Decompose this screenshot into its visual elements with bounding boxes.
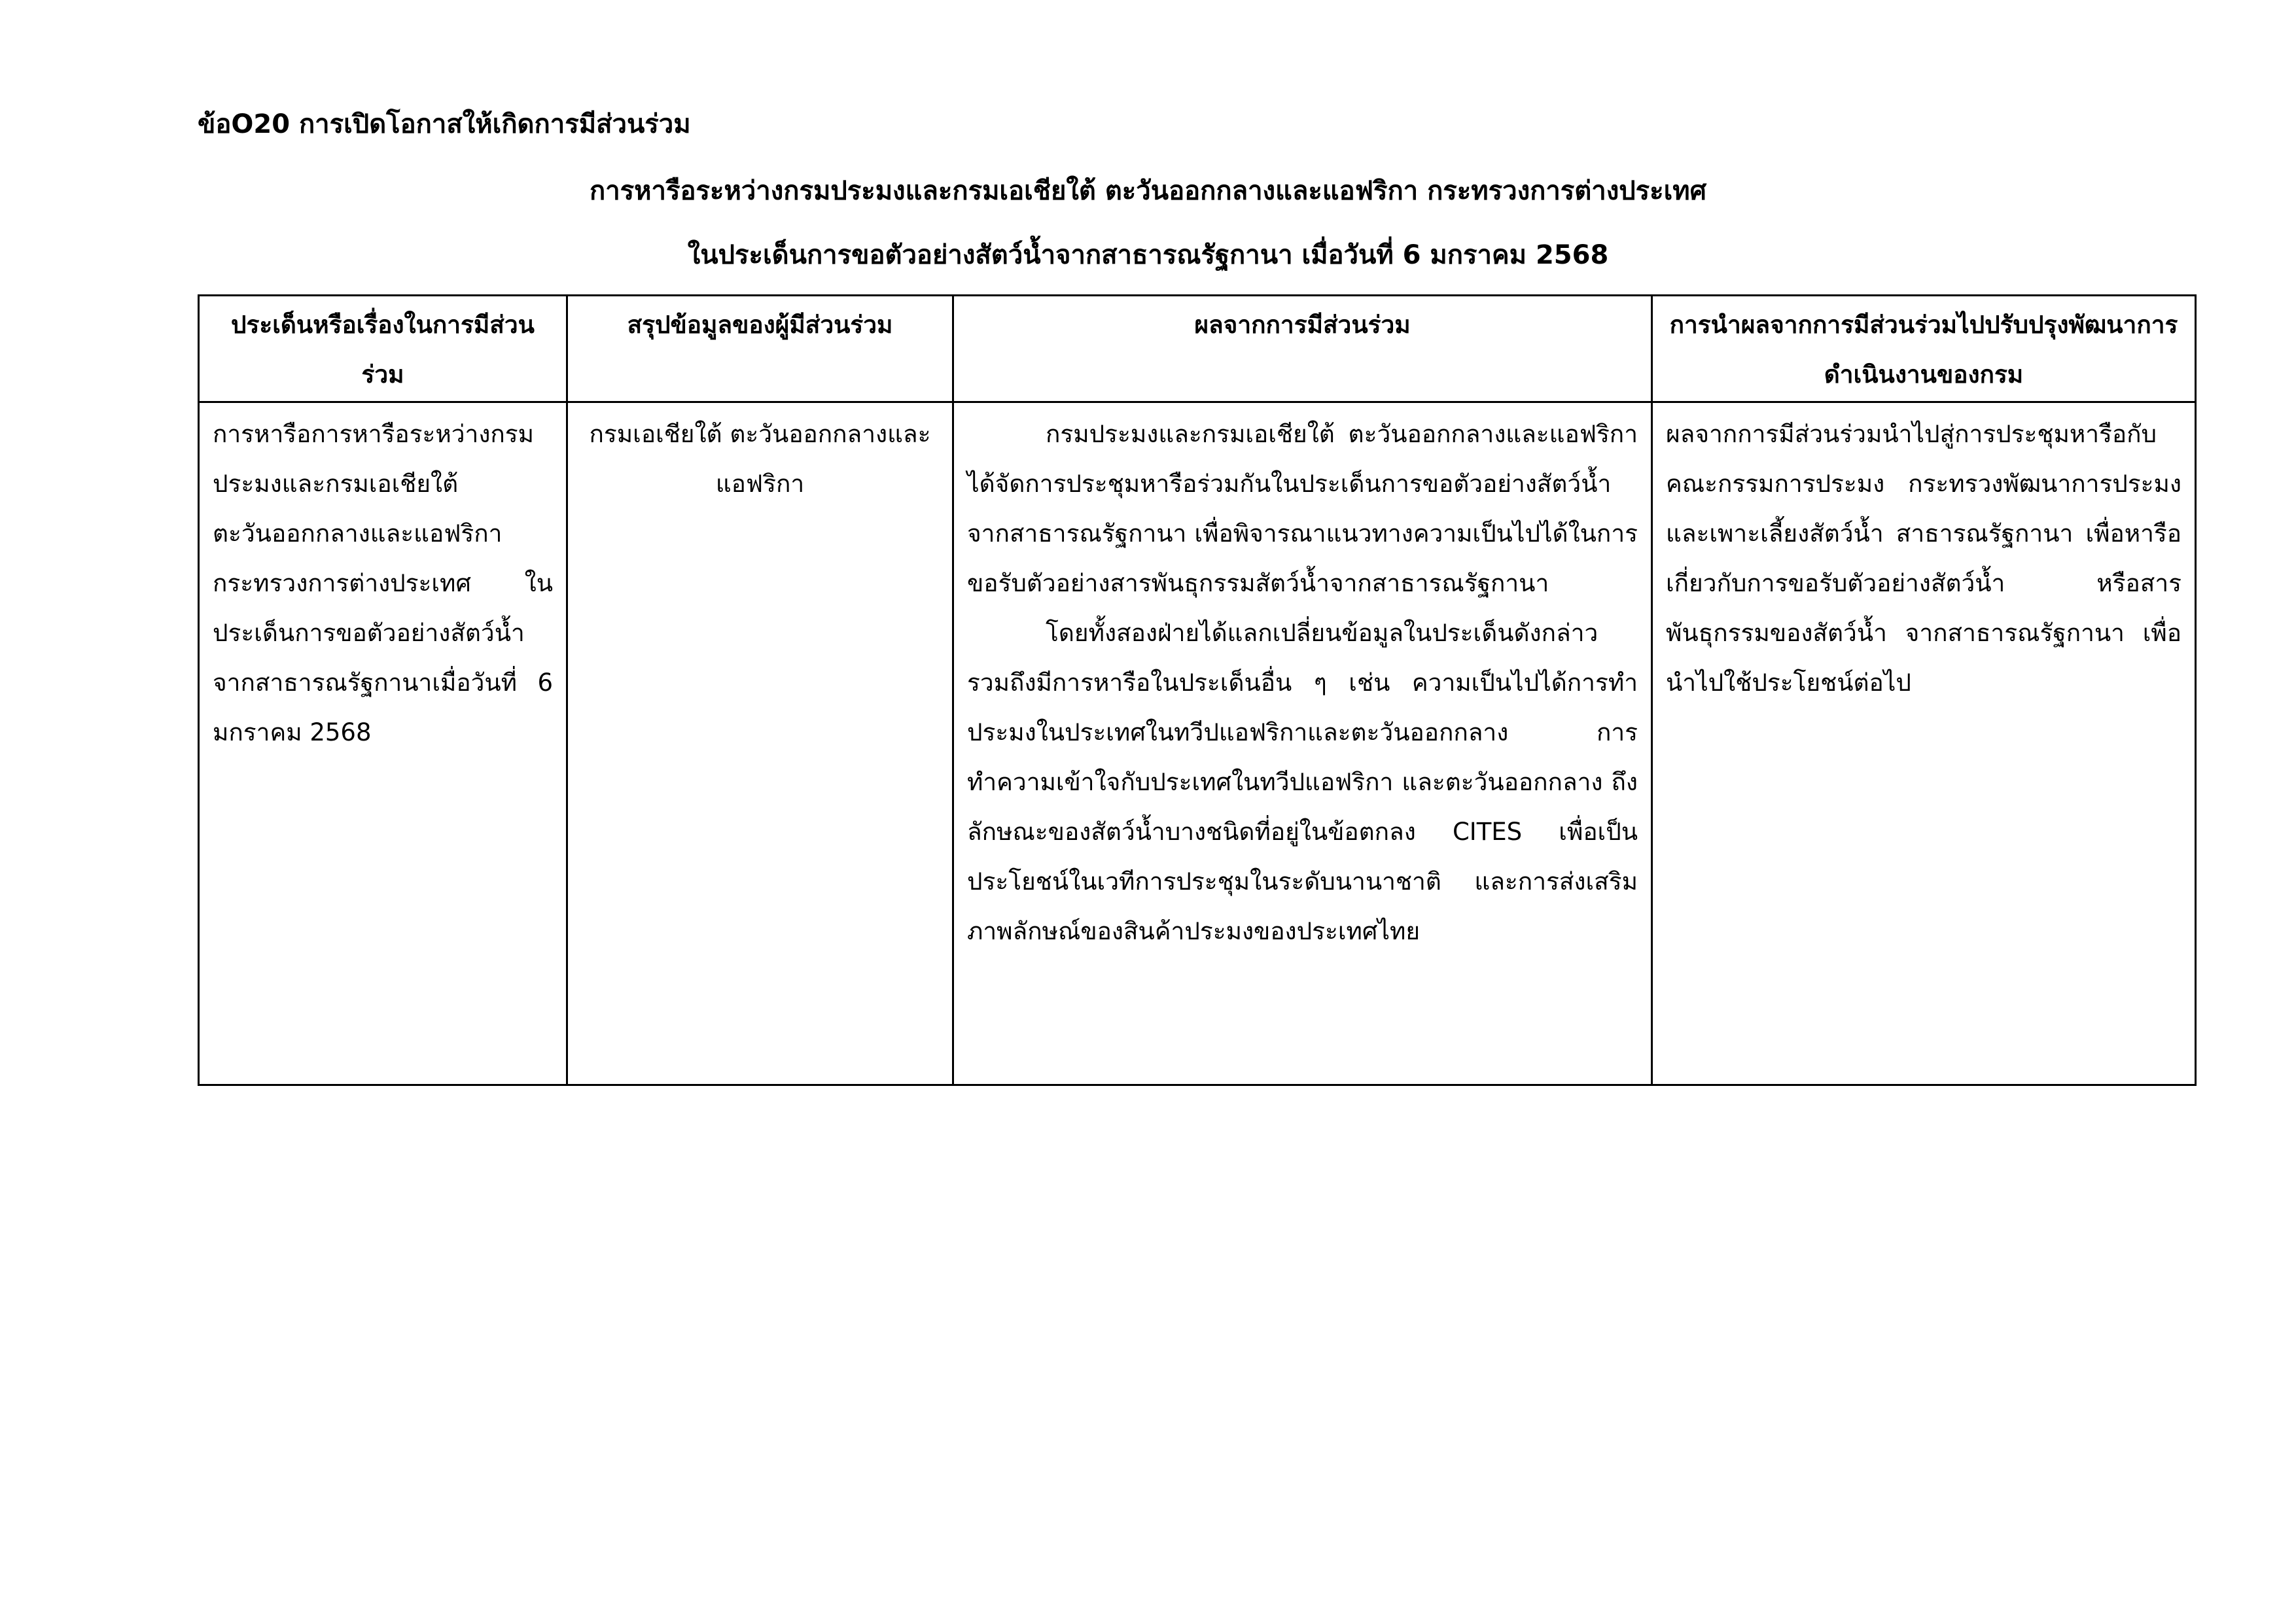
header-topic: ประเด็นหรือเรื่องในการมีส่วนร่วม <box>199 296 567 402</box>
cell-participant-summary: กรมเอเชียใต้ ตะวันออกกลางและแอฟริกา <box>567 402 953 1085</box>
table-row <box>199 402 2196 1085</box>
header-result: ผลจากการมีส่วนร่วม <box>953 296 1652 402</box>
cell-improvement: ผลจากการมีส่วนร่วมนำไปสู่การประชุมหารือกับคณะกรรมการประมง กระทรวงพัฒนาการประมงและเพาะเลี้ยงสัตว์น้ำ สาธารณรัฐกานา เพื่อหารือเกี่ยวกับการขอรับตัวอย่างสัตว์น้ำ หรือสารพันธุกรรมของสัตว์น้ำ จากสาธารณรัฐกานา เพื่อนำไปใช้ประโยชน์ต่อไป <box>1652 402 2196 1085</box>
header-participant-summary: สรุปข้อมูลของผู้มีส่วนร่วม <box>567 296 953 402</box>
participation-table <box>198 294 2197 1086</box>
section-label: ข้อO20 การเปิดโอกาสให้เกิดการมีส่วนร่วม <box>198 109 691 139</box>
result-paragraph-2: โดยทั้งสองฝ่ายได้แลกเปลี่ยนข้อมูลในประเด็นดังกล่าว รวมถึงมีการหารือในประเด็นอื่น ๆ เช่น ความเป็นไปได้การทำประมงในประเทศในทวีปแอฟริกาและตะวันออกกลาง การทำความเข้าใจกับประเทศในทวีปแอฟริกา และตะวันออกกลาง ถึงลักษณะของสัตว์น้ำบางชนิดที่อยู่ในข้อตกลง CITES เพื่อเป็นประโยชน์ในเวทีการประชุมในระดับนานาชาติ และการส่งเสริมภาพลักษณ์ของสินค้าประมงของประเทศไทย <box>967 619 1638 945</box>
result-paragraph-1: กรมประมงและกรมเอเชียใต้ ตะวันออกกลางและแอฟริกาได้จัดการประชุมหารือร่วมกันในประเด็นการขอตัวอย่างสัตว์น้ำจากสาธารณรัฐกานา เพื่อพิจารณาแนวทางความเป็นไปได้ในการขอรับตัวอย่างสารพันธุกรรมสัตว์น้ำจากสาธารณรัฐกานา <box>967 420 1638 597</box>
cell-topic: การหารือการหารือระหว่างกรมประมงและกรมเอเชียใต้ตะวันออกกลางและแอฟริกากระทรวงการต่างประเทศ ในประเด็นการขอตัวอย่างสัตว์น้ำจากสาธารณรัฐกานาเมื่อวันที่ 6 มกราคม 2568 <box>199 402 567 1085</box>
table-header-row <box>199 296 2196 402</box>
document-title-line-2: ในประเด็นการขอตัวอย่างสัตว์น้ำจากสาธารณรัฐกานา เมื่อวันที่ 6 มกราคม 2568 <box>687 240 1609 270</box>
cell-result <box>953 402 1652 1085</box>
header-improvement: การนำผลจากการมีส่วนร่วมไปปรับปรุงพัฒนาการดำเนินงานของกรม <box>1652 296 2196 402</box>
document-title-line-1: การหารือระหว่างกรมประมงและกรมเอเชียใต้ ตะวันออกกลางและแอฟริกา กระทรวงการต่างประเทศ <box>589 176 1707 206</box>
